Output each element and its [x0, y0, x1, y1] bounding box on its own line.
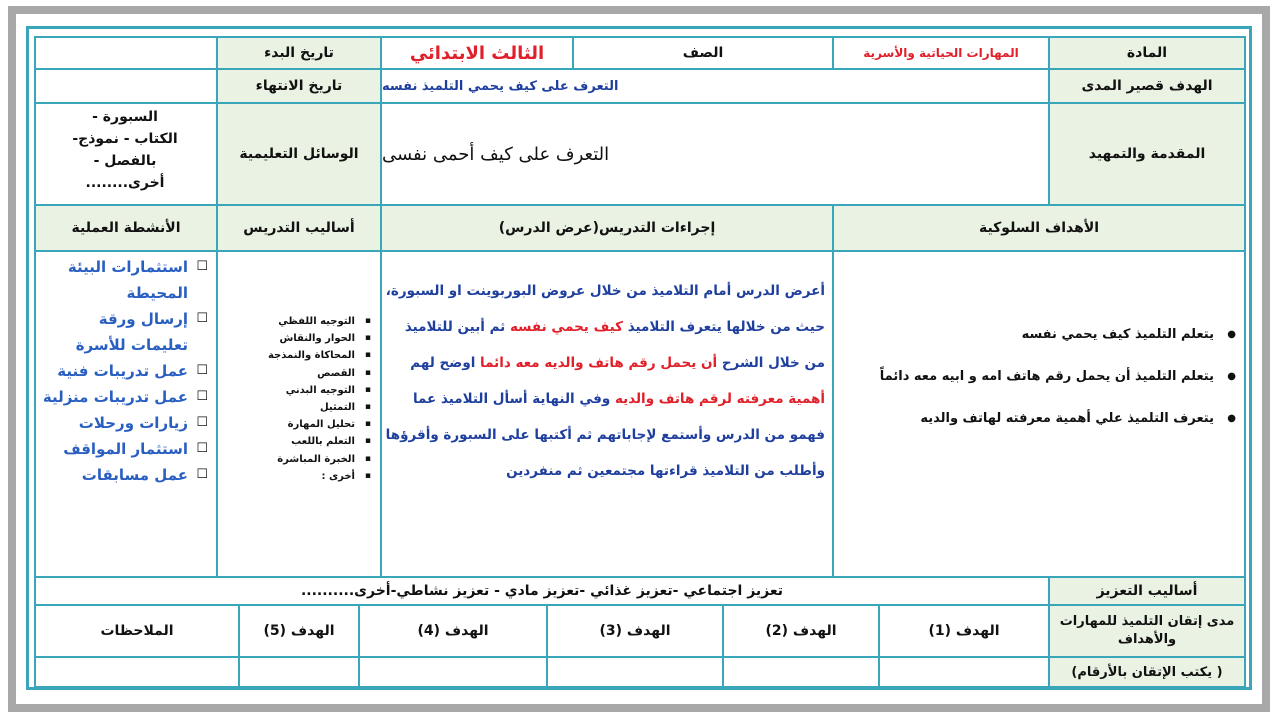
goal-3-value[interactable]	[546, 656, 724, 688]
start-date-label: تاريخ البدء	[216, 36, 382, 70]
tools-line: أخرى........	[85, 175, 165, 191]
lesson-highlight: أن يحمل رقم هاتف والديه معه دائما	[480, 355, 718, 371]
activity-checkbox[interactable]: ☐ إرسال ورقة تعليمات للأسرة	[38, 306, 210, 358]
lesson-procedure-text	[385, 273, 825, 489]
short-goal-label: الهدف قصير المدى	[1048, 68, 1246, 104]
objective-item: ● يتعلم التلميذ كيف يحمي نفسه	[840, 320, 1238, 350]
objectives-list	[840, 320, 1238, 446]
notes-header: الملاحظات	[34, 604, 240, 658]
activity-checkbox[interactable]: ☐ استثمار المواقف	[38, 436, 210, 462]
method-item: ▪ التوجيه البدني	[228, 382, 373, 399]
lesson-highlight: كيف يحمي نفسه	[509, 319, 624, 335]
reinforcement-value: تعزيز اجتماعي -تعزيز غذائي -تعزيز مادي - تعزيز نشاطي-أخرى..........	[34, 576, 1050, 606]
lesson-text: اوضح لهم	[410, 355, 476, 371]
method-item: ▪ المحاكاة والنمذجة	[228, 347, 373, 364]
method-item: ▪ تحليل المهارة	[228, 416, 373, 433]
tools-line: السبورة -	[92, 109, 158, 125]
method-item: ▪ الخبرة المباشرة	[228, 451, 373, 468]
subject-label: المادة	[1048, 36, 1246, 70]
lesson-text: أعرض الدرس أمام التلاميذ من خلال عروض البوربوينت او السبورة، حيث من خلالها يتعرف التلاميذ	[385, 283, 825, 335]
methods-list	[228, 313, 373, 485]
end-date-label: تاريخ الانتهاء	[216, 68, 382, 104]
goal-5-header: الهدف (5)	[238, 604, 360, 658]
activities-list	[38, 254, 210, 488]
subject-value: المهارات الحياتية والأسرية	[832, 36, 1050, 70]
method-item: ▪ الحوار والنقاش	[228, 330, 373, 347]
class-value: الثالث الابتدائي	[380, 36, 574, 70]
goal-1-header: الهدف (1)	[878, 604, 1050, 658]
activity-checkbox[interactable]: ☐ عمل تدريبات منزلية	[38, 384, 210, 410]
goal-4-header: الهدف (4)	[358, 604, 548, 658]
lesson-highlight: أهمية معرفته لرقم هاتف والديه	[614, 391, 825, 407]
goal-1-value[interactable]	[878, 656, 1050, 688]
mastery-note: ( يكتب الإتقان بالأرقام)	[1048, 656, 1246, 688]
objective-item: ● يتعرف التلميذ علي أهمية معرفته لهاتف والديه	[840, 404, 1238, 434]
activity-checkbox[interactable]: ☐ استثمارات البيئة المحيطة	[38, 254, 210, 306]
method-item: ▪ التعلم باللعب	[228, 433, 373, 450]
end-date-value[interactable]	[34, 68, 218, 104]
tools-line: بالفصل -	[93, 153, 157, 169]
intro-label: المقدمة والتمهيد	[1048, 102, 1246, 206]
lesson-text: وفي النهاية أسأل التلاميذ عما فهمو من الدرس وأستمع لإجاباتهم ثم أكتبها على السبورة وأقرؤها وأطلب من التلاميذ قراءتها مجتمعين ثم منفردين	[385, 391, 825, 479]
method-item: ▪ التمثيل	[228, 399, 373, 416]
class-label: الصف	[572, 36, 834, 70]
tools-label: الوسائل التعليمية	[216, 102, 382, 206]
objective-item: ● يتعلم التلميذ أن يحمل رقم هاتف امه و ابيه معه دائماً	[840, 362, 1238, 392]
activity-checkbox[interactable]: ☐ عمل مسابقات	[38, 462, 210, 488]
short-goal-value: التعرف على كيف يحمي التلميذ نفسه	[380, 68, 1050, 104]
activity-checkbox[interactable]: ☐ عمل تدريبات فنية	[38, 358, 210, 384]
goal-2-header: الهدف (2)	[722, 604, 880, 658]
tools-line: الكتاب - نموذج-	[72, 131, 178, 147]
goal-5-value[interactable]	[238, 656, 360, 688]
objectives-header: الأهداف السلوكية	[832, 204, 1246, 252]
lesson-text: ثم أبين للتلاميذ من خلال الشرح	[404, 319, 825, 371]
reinforcement-label: أساليب التعزيز	[1048, 576, 1246, 606]
activities-header: الأنشطة العملية	[34, 204, 218, 252]
tools-list	[40, 106, 210, 194]
notes-value[interactable]	[34, 656, 240, 688]
method-item: ▪ التوجيه اللفظي	[228, 313, 373, 330]
method-item: ▪ أخرى :	[228, 468, 373, 485]
start-date-value[interactable]	[34, 36, 218, 70]
intro-value: التعرف على كيف أحمى نفسى	[380, 102, 1050, 206]
methods-header: أساليب التدريس	[216, 204, 382, 252]
goal-2-value[interactable]	[722, 656, 880, 688]
goal-4-value[interactable]	[358, 656, 548, 688]
activity-checkbox[interactable]: ☐ زيارات ورحلات	[38, 410, 210, 436]
procedures-header: إجراءات التدريس(عرض الدرس)	[380, 204, 834, 252]
method-item: ▪ القصص	[228, 365, 373, 382]
goal-3-header: الهدف (3)	[546, 604, 724, 658]
mastery-label: مدى إتقان التلميذ للمهارات والأهداف	[1048, 604, 1246, 658]
